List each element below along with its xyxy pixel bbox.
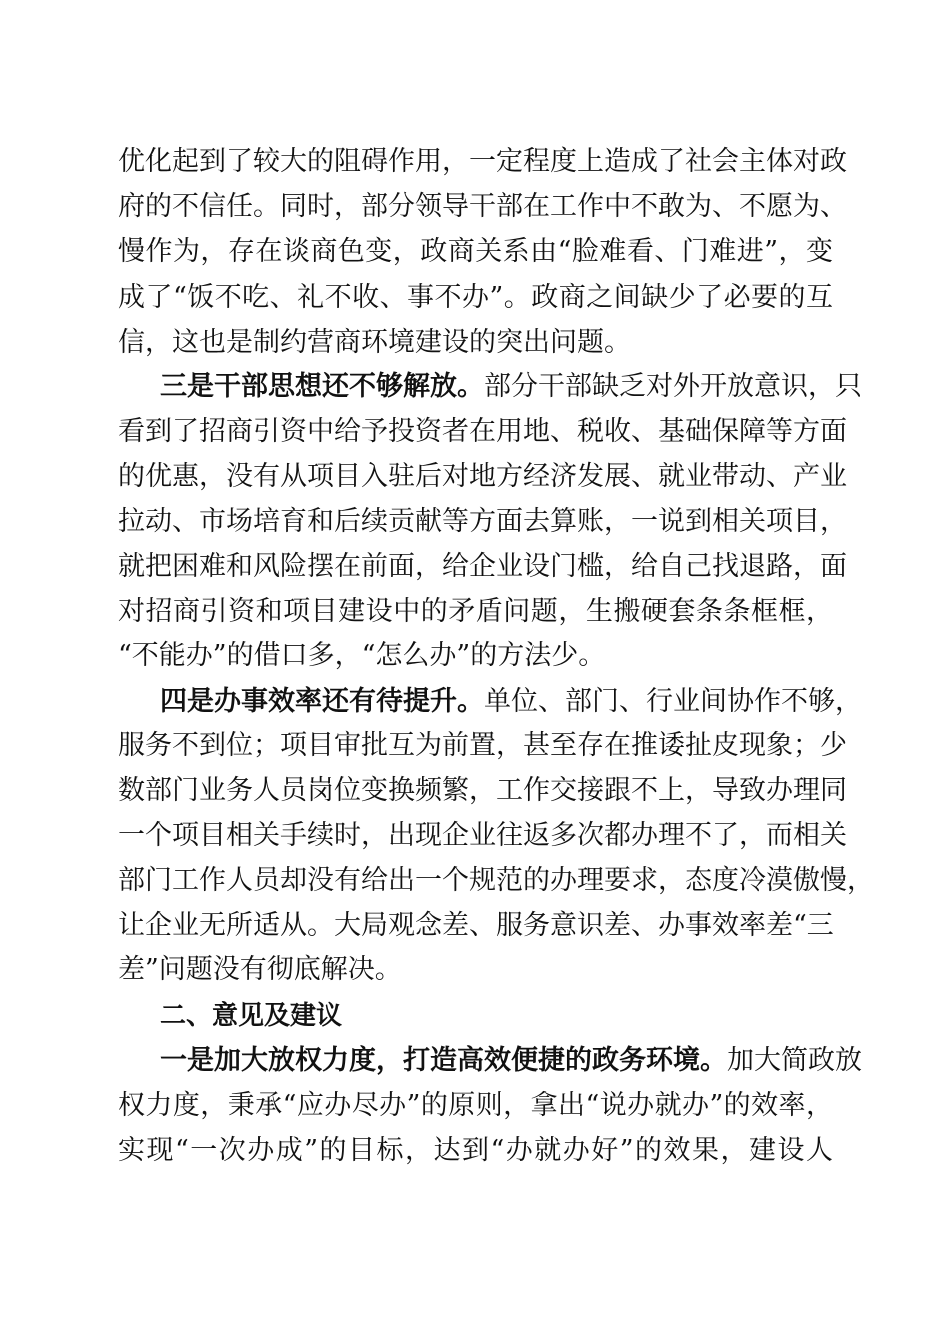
paragraph-text: 加大简政放 [727, 1045, 862, 1076]
paragraph-line: 部门工作人员却没有给出一个规范的办理要求，态度冷漠傲慢， [118, 865, 874, 896]
paragraph-line: 慢作为，存在谈商色变，政商关系由“脸难看、门难进”，变 [118, 236, 833, 267]
paragraph-text: 单位、部门、行业间协作不够， [484, 686, 862, 717]
paragraph-line: 让企业无所适从。大局观念差、服务意识差、办事效率差“三 [118, 910, 834, 941]
section-heading: 二、意见及建议 [160, 1001, 343, 1031]
paragraph-line: 拉动、市场培育和后续贡献等方面去算账，一说到相关项目， [118, 506, 847, 537]
paragraph-line: 对招商引资和项目建设中的矛盾问题，生搬硬套条条框框， [118, 596, 833, 627]
paragraph-line: 实现“一次办成”的目标，达到“办就办好”的效果，建设人 [118, 1135, 833, 1166]
paragraph-line: 优化起到了较大的阻碍作用，一定程度上造成了社会主体对政 [118, 146, 847, 177]
paragraph-lead: 四是办事效率还有待提升。 [160, 686, 484, 717]
paragraph-line: 信，这也是制约营商环境建设的突出问题。 [118, 327, 631, 358]
paragraph-line: 一个项目相关手续时，出现企业往返多次都办理不了，而相关 [118, 820, 847, 851]
paragraph-line: 看到了招商引资中给予投资者在用地、税收、基础保障等方面 [118, 416, 847, 447]
paragraph-first-line [160, 1044, 862, 1078]
paragraph-line: 的优惠，没有从项目入驻后对地方经济发展、就业带动、产业 [118, 461, 847, 492]
paragraph-line: 差”问题没有彻底解决。 [118, 954, 402, 985]
paragraph-line: 服务不到位；项目审批互为前置，甚至存在推诿扯皮现象；少 [118, 730, 847, 761]
paragraph-line: “不能办”的借口多，“怎么办”的方法少。 [118, 640, 606, 671]
paragraph-text: 部分干部缺乏对外开放意识，只 [484, 371, 862, 402]
paragraph-line: 府的不信任。同时，部分领导干部在工作中不敢为、不愿为、 [118, 191, 847, 222]
paragraph-first-line [160, 685, 862, 719]
paragraph-lead: 三是干部思想还不够解放。 [160, 371, 484, 402]
paragraph-line: 数部门业务人员岗位变换频繁，工作交接跟不上，导致办理同 [118, 775, 847, 806]
paragraph-line: 就把困难和风险摆在前面，给企业设门槛，给自己找退路，面 [118, 551, 847, 582]
paragraph-line: 权力度，秉承“应办尽办”的原则，拿出“说办就办”的效率， [118, 1090, 833, 1121]
paragraph-lead: 一是加大放权力度，打造高效便捷的政务环境。 [160, 1045, 727, 1076]
paragraph-first-line [160, 370, 862, 404]
paragraph-line: 成了“饭不吃、礼不收、事不办”。政商之间缺少了必要的互 [118, 282, 833, 313]
